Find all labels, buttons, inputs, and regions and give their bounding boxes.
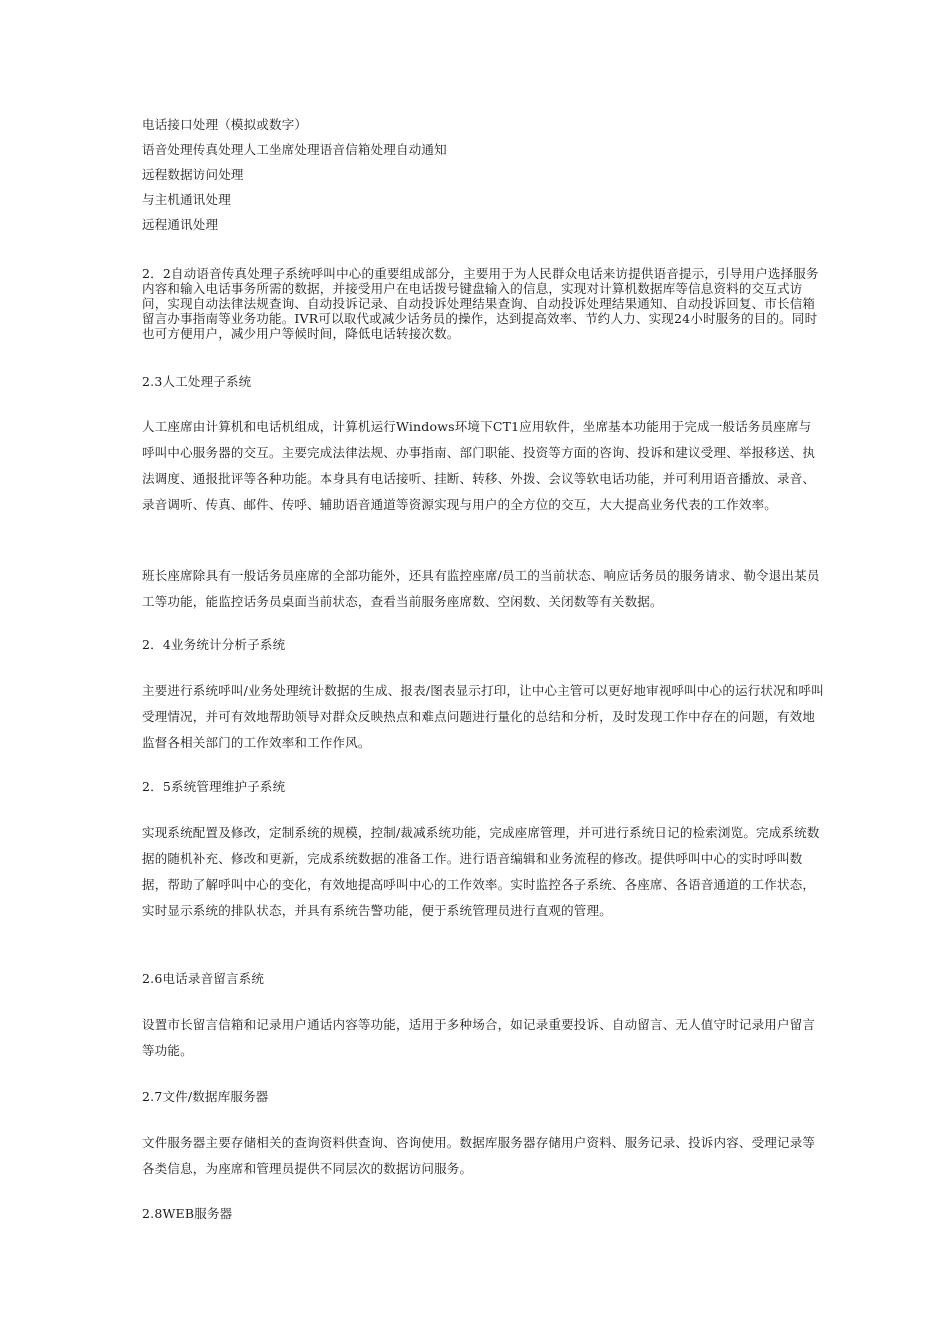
section-2-5-heading: 2．5系统管理维护子系统 [142,779,286,794]
intro-line: 远程数据访问处理 [142,167,244,182]
section-2-6-heading: 2.6电话录音留言系统 [142,971,265,986]
section-2-3-heading: 2.3人工处理子系统 [142,374,252,389]
section-2-4-heading: 2．4业务统计分析子系统 [142,637,286,652]
section-2-6-para: 设置市长留言信箱和记录用户通话内容等功能，适用于多种场合，如记录重要投诉、自动留言、无人值守时记录用户留言等功能。 [142,1017,816,1058]
intro-line: 语音处理传真处理人工坐席处理语音信箱处理自动通知 [142,142,447,157]
intro-line: 与主机通讯处理 [142,192,231,207]
intro-line: 远程通讯处理 [142,217,219,232]
section-2-7-heading: 2.7文件/数据库服务器 [142,1089,269,1104]
section-2-8-heading: 2.8WEB服务器 [142,1206,233,1221]
section-2-3-para-2: 班长座席除具有一般话务员座席的全部功能外，还具有监控座席/员工的当前状态、响应话务员的服务请求、勒令退出某员工等功能，能监控话务员桌面当前状态，查看当前服务座席数、空闲数、关闭数等有关数据。 [142,568,820,609]
section-2-5-para: 实现系统配置及修改，定制系统的规模，控制/裁减系统功能，完成座席管理，并可进行系统日记的检索浏览。完成系统数据的随机补充、修改和更新，完成系统数据的准备工作。进行语音编辑和业务流程的修改。提供呼叫中心的实时呼叫数据，帮助了解呼叫中心的变化，有效地提高呼叫中心的工作效率。实时监控各子系统、各座席、各语音通道的工作状态，实时显示系统的排队状态，并具有系统告警功能，便于系统管理员进行直观的管理。 [142,825,820,918]
section-2-7-para: 文件服务器主要存储相关的查询资料供查询、咨询使用。数据库服务器存储用户资料、服务记录、投诉内容、受理记录等各类信息，为座席和管理员提供不同层次的数据访问服务。 [142,1135,816,1176]
intro-line: 电话接口处理（模拟或数字） [142,117,308,132]
section-2-4-para: 主要进行系统呼叫/业务处理统计数据的生成、报表/图表显示打印，让中心主管可以更好地审视呼叫中心的运行状况和呼叫受理情况，并可有效地帮助领导对群众反映热点和难点问题进行量化的总结和分析，及时发现工作中存在的问题，有效地监督各相关部门的工作效率和工作作风。 [142,683,824,750]
section-2-2-body: 2．2自动语音传真处理子系统呼叫中心的重要组成部分，主要用于为人民群众电话来访提供语音提示，引导用户选择服务内容和输入电话事务所需的数据，并接受用户在电话拨号键盘输入的信息，实现对计算机数据库等信息资料的交互式访问，实现自动法律法规查询、自动投诉记录、自动投诉处理结果查询、自动投诉处理结果通知、自动投诉回复、市长信箱留言办事指南等业务功能。IVR可以取代或减少话务员的操作，达到提高效率、节约人力、实现24小时服务的目的。同时也可方便用户，减少用户等候时间，降低电话转接次数。 [142,266,819,341]
section-2-3-para-1: 人工座席由计算机和电话机组成，计算机运行Windows环境下CT1应用软件，坐席基本功能用于完成一般话务员座席与呼叫中心服务器的交互。主要完成法律法规、办事指南、部门职能、投资等方面的咨询、投诉和建议受理、举报移送、执法调度、通报批评等各种功能。本身具有电话接听、挂断、转移、外拨、会议等软电话功能，并可利用语音播放、录音、录音调听、传真、邮件、传呼、辅助语音通道等资源实现与用户的全方位的交互，大大提高业务代表的工作效率。 [142,419,816,512]
